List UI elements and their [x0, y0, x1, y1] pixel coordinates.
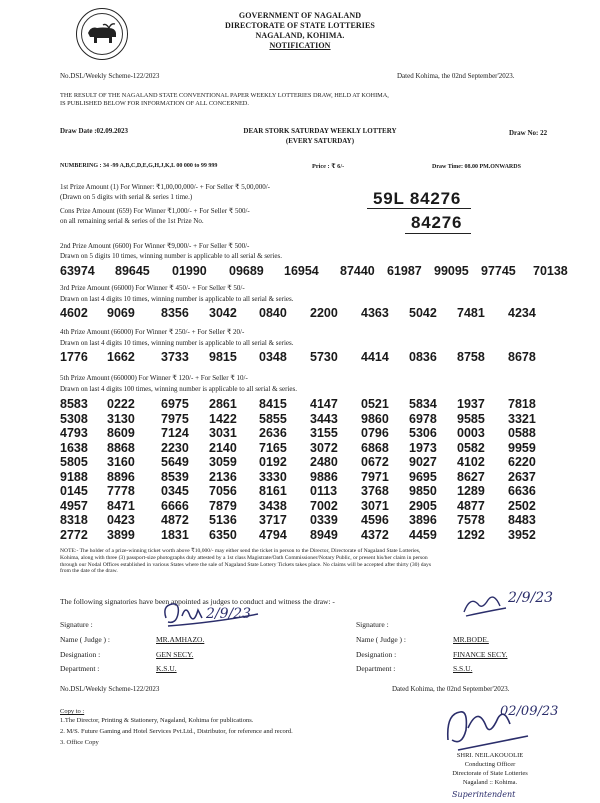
fifth-prize-number: 9886	[310, 469, 338, 484]
fifth-prize-number: 6975	[161, 397, 189, 411]
fourth-prize-number: 9815	[209, 350, 237, 364]
fifth-prize-number: 2140	[209, 440, 237, 455]
fifth-prize-number: 4147	[310, 397, 338, 411]
fifth-prize-number: 6220	[508, 455, 536, 469]
fifth-prize-row	[0, 484, 600, 499]
fifth-prize-number: 4596	[361, 513, 389, 527]
second-prize-number: 97745	[481, 264, 516, 278]
fifth-prize-number: 6868	[361, 440, 389, 455]
third-prize-number: 3042	[209, 306, 237, 320]
fifth-prize-number: 2772	[60, 527, 88, 542]
judge-1-department-label: Department :	[60, 664, 100, 673]
fourth-prize-note: Drawn on last 4 digits 10 times, winning number is applicable to all serial & series.	[60, 339, 294, 347]
third-prize-number: 2200	[310, 306, 338, 320]
fifth-prize-amount: 5th Prize Amount (660000) For Winner ₹ 120/- + For Seller ₹ 10/-	[60, 374, 248, 382]
reference-number: No.DSL/Weekly Scheme-122/2023	[60, 72, 160, 80]
fourth-prize-number: 8678	[508, 350, 536, 364]
judge-2-name: MR.BODE.	[453, 635, 489, 644]
fifth-prize-row	[0, 470, 600, 485]
first-prize-number: 59L 84276	[373, 189, 462, 208]
fifth-prize-row	[0, 441, 600, 456]
fifth-prize-row	[0, 528, 600, 543]
fifth-prize-number: 4102	[457, 455, 485, 469]
fifth-prize-number: 0588	[508, 426, 536, 440]
fifth-prize-number: 1289	[457, 484, 485, 498]
fifth-prize-number: 2480	[310, 455, 338, 469]
third-prize-number: 8356	[161, 306, 189, 320]
conducting-officer-date-handwriting: 02/09/23	[500, 704, 559, 719]
fifth-prize-number: 3330	[259, 469, 287, 484]
fifth-prize-number: 2636	[259, 426, 287, 440]
fifth-prize-row	[0, 513, 600, 528]
fifth-prize-number: 0222	[107, 397, 135, 411]
fifth-prize-number: 0113	[310, 484, 338, 498]
fifth-prize-row	[0, 499, 600, 514]
fifth-prize-number: 2502	[508, 498, 536, 513]
fifth-prize-number: 3059	[209, 455, 237, 469]
judge-1-name: MR.AMHAZO.	[156, 635, 205, 644]
fifth-prize-number: 4872	[161, 513, 189, 527]
fifth-prize-number: 6978	[409, 411, 437, 426]
header-directorate: DIRECTORATE OF STATE LOTTERIES	[225, 21, 375, 30]
second-prize-number: 01990	[172, 264, 207, 278]
fifth-prize-number: 5834	[409, 397, 437, 411]
copy-to-label: Copy to :	[60, 708, 85, 715]
conducting-officer-name: SHRI. NEILAKOUOLIE	[456, 752, 524, 759]
fifth-prize-note: Drawn on last 4 digits 100 times, winning number is applicable to all serial & series.	[60, 385, 297, 393]
first-prize-amount: 1st Prize Amount (1) For Winner: ₹1,00,00,000/- + For Seller ₹ 5,00,000/-	[60, 183, 270, 191]
draw-time: Draw Time: 08.00 PM.ONWARDS	[432, 164, 521, 170]
fifth-prize-number: 3160	[107, 455, 135, 469]
fourth-prize-number: 3733	[161, 350, 189, 364]
fifth-prize-number: 7124	[161, 426, 189, 440]
third-prize-number: 0840	[259, 306, 287, 320]
fifth-prize-number: 1638	[60, 440, 88, 455]
intro-line-2: IS PUBLISHED BELOW FOR INFORMATION OF ALL CONCERNED.	[60, 100, 249, 107]
third-prize-number: 5042	[409, 306, 437, 320]
fifth-prize-number: 0003	[457, 426, 485, 440]
conducting-officer-location: Nagaland :: Kohima.	[462, 779, 518, 786]
judge-2-department-label: Department :	[356, 664, 396, 673]
fourth-prize-number: 5730	[310, 350, 338, 364]
footer-dated-line: Dated Kohima, the 02nd September'2023.	[392, 685, 510, 693]
second-prize-number: 89645	[115, 264, 150, 278]
fifth-prize-number: 9695	[409, 469, 437, 484]
copy-item-3: 3. Office Copy	[60, 739, 99, 746]
fifth-prize-number: 3071	[361, 498, 389, 513]
second-prize-amount: 2nd Prize Amount (6600) For Winner ₹9,000/- + For Seller ₹ 500/-	[60, 242, 250, 250]
fifth-prize-number: 9027	[409, 455, 437, 469]
fifth-prize-number: 9585	[457, 411, 485, 426]
third-prize-note: Drawn on last 4 digits 10 times, winning number is applicable to all serial & series.	[60, 295, 294, 303]
fifth-prize-number: 3768	[361, 484, 389, 498]
fifth-prize-number: 9850	[409, 484, 437, 498]
fifth-prize-number: 3155	[310, 426, 338, 440]
judge-1-department: K.S.U.	[156, 664, 177, 673]
claim-note-line: NOTE:- The holder of a prize-winning ticket worth above ₹10,000/- may either send the ticket in person to the Director, Directorate of Nagaland State Lotteries,	[60, 548, 421, 554]
numbering-range: NUMBERING : 34 -99 A,B,C,D,E,G,H,J,K,L 00 000 to 99 999	[60, 163, 218, 169]
fourth-prize-number: 0836	[409, 350, 437, 364]
fifth-prize-number: 4372	[361, 527, 389, 542]
judge-2-department: S.S.U.	[453, 664, 473, 673]
judge-2-signature	[460, 588, 510, 622]
fifth-prize-row	[0, 397, 600, 412]
second-prize-number: 09689	[229, 264, 264, 278]
fifth-prize-number: 0192	[259, 455, 287, 469]
fifth-prize-number: 0339	[310, 513, 338, 527]
fifth-prize-number: 3130	[107, 411, 135, 426]
judge-1-designation-label: Designation :	[60, 650, 101, 659]
fourth-prize-number: 8758	[457, 350, 485, 364]
lottery-title: DEAR STORK SATURDAY WEEKLY LOTTERY	[243, 127, 397, 135]
third-prize-number: 4234	[508, 306, 536, 320]
fifth-prize-number: 7778	[107, 484, 135, 498]
fourth-prize-amount: 4th Prize Amount (66000) For Winner ₹ 250/- + For Seller ₹ 20/-	[60, 328, 245, 336]
fifth-prize-number: 4459	[409, 527, 437, 542]
fifth-prize-number: 2136	[209, 469, 237, 484]
fifth-prize-number: 3896	[409, 513, 437, 527]
fifth-prize-number: 4794	[259, 527, 287, 542]
judge-1-designation: GEN SECY.	[156, 650, 194, 659]
fifth-prize-number: 0423	[107, 513, 135, 527]
fifth-prize-number: 8896	[107, 469, 135, 484]
fifth-prize-number: 0345	[161, 484, 189, 498]
fifth-prize-number: 1973	[409, 440, 437, 455]
claim-note-line: Kohima, along with three (3) passport-size photographs duly attested by a 1st class Magistrate/Oath Commissioner/Notary Public, or present his/her claim in person	[60, 554, 428, 561]
fifth-prize-number: 7879	[209, 498, 237, 513]
third-prize-number: 4602	[60, 306, 88, 320]
judge-2-name-label: Name ( Judge ) :	[356, 635, 406, 644]
dated-line: Dated Kohima, the 02nd September'2023.	[397, 72, 515, 80]
fifth-prize-number: 6666	[161, 498, 189, 513]
judge-2-signature-label: Signature :	[356, 620, 389, 629]
fifth-prize-number: 3072	[310, 440, 338, 455]
judge-2-date-handwriting: 2/9/23	[508, 590, 554, 606]
third-prize-amount: 3rd Prize Amount (66000) For Winner ₹ 450/- + For Seller ₹ 50/-	[60, 284, 245, 292]
fifth-prize-row	[0, 426, 600, 441]
fifth-prize-number: 8583	[60, 397, 88, 411]
judge-1-name-label: Name ( Judge ) :	[60, 635, 110, 644]
fifth-prize-number: 9188	[60, 469, 88, 484]
cons-prize-underline	[405, 233, 471, 234]
fifth-prize-number: 3031	[209, 426, 237, 440]
cons-prize-amount: Cons Prize Amount (659) For Winner ₹1,000/- + For Seller ₹ 500/-	[60, 207, 250, 215]
judge-1-date-handwriting: 2/9/23	[206, 606, 252, 622]
claim-note-line: from the date of the draw.	[60, 568, 118, 575]
fifth-prize-number: 5308	[60, 411, 88, 426]
fifth-prize-row	[0, 412, 600, 427]
copy-item-2: 2. M/S. Future Gaming and Hotel Services Pvt.Ltd., Distributor, for reference and record.	[60, 728, 293, 735]
fifth-prize-row	[0, 455, 600, 470]
copy-item-1: 1.The Director, Printing & Stationery, Nagaland, Kohima for publications.	[60, 717, 254, 724]
second-prize-number: 70138	[533, 264, 568, 278]
fifth-prize-number: 3717	[259, 513, 287, 527]
fifth-prize-number: 7818	[508, 397, 536, 411]
cons-prize-number: 84276	[411, 213, 463, 232]
draw-number: Draw No: 22	[509, 129, 548, 137]
claim-note-line: through our Nodal Offices established in various States where the sale of Nagaland State Lottery Tickets takes place. No claims will be accepted after thirty (30) days	[60, 561, 431, 568]
second-prize-number: 99095	[434, 264, 469, 278]
judge-2-designation-label: Designation :	[356, 650, 397, 659]
fifth-prize-number: 8539	[161, 469, 189, 484]
fifth-prize-number: 5649	[161, 455, 189, 469]
intro-line-1: THE RESULT OF THE NAGALAND STATE CONVENTIONAL PAPER WEEKLY LOTTERIES DRAW, HELD AT KOHIMA,	[60, 92, 389, 99]
judge-2-designation: FINANCE SECY.	[453, 650, 508, 659]
fifth-prize-number: 2230	[161, 440, 189, 455]
superintendent-stamp: Superintendent	[452, 790, 516, 799]
fifth-prize-number: 8161	[259, 484, 287, 498]
second-prize-note: Drawn on 5 digits 10 times, winning number is applicable to all serial & series.	[60, 252, 283, 260]
fifth-prize-number: 9959	[508, 440, 536, 455]
fifth-prize-number: 2905	[409, 498, 437, 513]
first-prize-note: (Drawn on 5 digits with serial & series 1 time.)	[60, 193, 193, 201]
fifth-prize-number: 5805	[60, 455, 88, 469]
fifth-prize-number: 5136	[209, 513, 237, 527]
fifth-prize-number: 1422	[209, 411, 237, 426]
fifth-prize-number: 0145	[60, 484, 88, 498]
fifth-prize-number: 0672	[361, 455, 389, 469]
lottery-subtitle: (EVERY SATURDAY)	[285, 137, 355, 145]
conducting-officer-office: Directorate of State Lotteries	[452, 770, 528, 777]
fifth-prize-number: 7056	[209, 484, 237, 498]
header-notification: NOTIFICATION	[269, 41, 331, 50]
fifth-prize-number: 1937	[457, 397, 485, 411]
fifth-prize-number: 3899	[107, 527, 135, 542]
fifth-prize-number: 8483	[508, 513, 536, 527]
fifth-prize-number: 3321	[508, 411, 536, 426]
second-prize-number: 61987	[387, 264, 422, 278]
fifth-prize-number: 7971	[361, 469, 389, 484]
fifth-prize-number: 2861	[209, 397, 237, 411]
third-prize-number: 9069	[107, 306, 135, 320]
fourth-prize-number: 1662	[107, 350, 135, 364]
ticket-price: Price : ₹ 6/-	[312, 163, 345, 170]
footer-reference-number: No.DSL/Weekly Scheme-122/2023	[60, 685, 160, 693]
fifth-prize-number: 3443	[310, 411, 338, 426]
fourth-prize-number: 4414	[361, 350, 389, 364]
third-prize-number: 7481	[457, 306, 485, 320]
fifth-prize-number: 4877	[457, 498, 485, 513]
fifth-prize-number: 8949	[310, 527, 338, 542]
fifth-prize-number: 8318	[60, 513, 88, 527]
fifth-prize-number: 6636	[508, 484, 536, 498]
fifth-prize-number: 3952	[508, 527, 536, 542]
judge-1-signature-label: Signature :	[60, 620, 93, 629]
judges-intro: The following signatories have been appointed as judges to conduct and witness the draw: -	[60, 597, 335, 606]
fifth-prize-number: 3438	[259, 498, 287, 513]
draw-date: Draw Date :02.09.2023	[60, 127, 129, 135]
fifth-prize-number: 0582	[457, 440, 485, 455]
third-prize-number: 4363	[361, 306, 389, 320]
fifth-prize-number: 7975	[161, 411, 189, 426]
second-prize-number: 63974	[60, 264, 95, 278]
fourth-prize-number: 0348	[259, 350, 287, 364]
fifth-prize-number: 8471	[107, 498, 135, 513]
fourth-prize-number: 1776	[60, 350, 88, 364]
fifth-prize-number: 0521	[361, 397, 389, 411]
claim-note	[60, 548, 580, 575]
fifth-prize-number: 4957	[60, 498, 88, 513]
fifth-prize-number: 9860	[361, 411, 389, 426]
fifth-prize-number: 2637	[508, 469, 536, 484]
fifth-prize-number: 0796	[361, 426, 389, 440]
fifth-prize-number: 4793	[60, 426, 88, 440]
conducting-officer-title: Conducting Officer	[464, 761, 516, 768]
fifth-prize-number: 1831	[161, 527, 189, 542]
fifth-prize-number: 5855	[259, 411, 287, 426]
second-prize-number: 16954	[284, 264, 319, 278]
fifth-prize-number: 6350	[209, 527, 237, 542]
fifth-prize-number: 1292	[457, 527, 485, 542]
fifth-prize-number: 7002	[310, 498, 338, 513]
fifth-prize-number: 8627	[457, 469, 485, 484]
header-government: GOVERNMENT OF NAGALAND	[238, 11, 362, 20]
second-prize-number: 87440	[340, 264, 375, 278]
fifth-prize-number: 8609	[107, 426, 135, 440]
fifth-prize-number: 5306	[409, 426, 437, 440]
header-location: NAGALAND, KOHIMA.	[255, 31, 345, 40]
cons-prize-note: on all remaining serial & series of the 1st Prize No.	[60, 217, 204, 225]
fifth-prize-number: 7165	[259, 440, 287, 455]
fifth-prize-number: 8415	[259, 397, 287, 411]
fifth-prize-number: 8868	[107, 440, 135, 455]
first-prize-underline	[367, 208, 471, 209]
fifth-prize-number: 7578	[457, 513, 485, 527]
